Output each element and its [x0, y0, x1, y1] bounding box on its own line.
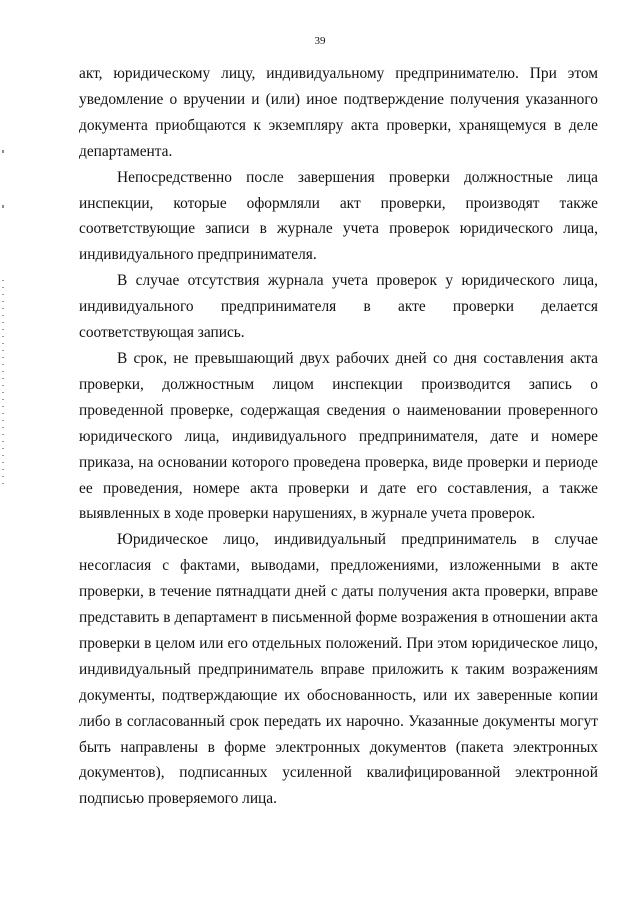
- page-number: 39: [314, 35, 326, 47]
- margin-scan-artifact: [2, 280, 4, 490]
- paragraph: Непосредственно после завершения проверки должностные лица инспекции, которые оформляли акт проверки, производят также соответствующие записи в журнале учета проверок юридического лица, индивидуального предпринимателя.: [79, 168, 598, 264]
- margin-mark: [2, 205, 4, 208]
- document-body: [79, 61, 598, 812]
- paragraph: В случае отсутствия журнала учета проверок у юридического лица, индивидуального предпринимателя в акте проверки делается соответствующая запись.: [79, 272, 598, 342]
- margin-mark: [2, 150, 4, 153]
- paragraph: акт, юридическому лицу, индивидуальному предпринимателю. При этом уведомление о вручении и (или) иное подтверждение получения указанного документа приобщаются к экземпляру акта проверки, хранящемуся в деле департамента.: [79, 65, 598, 160]
- paragraph: В срок, не превышающий двух рабочих дней со дня составления акта проверки, должностным лицом инспекции производится запись о проведенной проверке, содержащая сведения о наименовании проверенного юридического лица, индивидуального предпринимателя, дате и номере приказа, на основании которого проведена проверка, виде проверки и периоде ее проведения, номере акта проверки и дате его составления, а также выявленных в ходе проверки нарушениях, в журнале учета проверок.: [79, 349, 598, 523]
- paragraph: Юридическое лицо, индивидуальный предприниматель в случае несогласия с фактами, выводами, предложениями, изложенными в акте проверки, в течение пятнадцати дней с даты получения акта проверки, вправе представить в департамент в письменной форме возражения в отношении акта проверки в целом или его отдельных положений. При этом юридическое лицо, индивидуальный предприниматель вправе приложить к таким возражениям документы, подтверждающие их обоснованность, или их заверенные копии либо в согласованный срок передать их нарочно. Указанные документы могут быть направлены в форме электронных документов (пакета электронных документов), подписанных усиленной квалифицированной электронной подписью проверяемого лица.: [79, 531, 598, 808]
